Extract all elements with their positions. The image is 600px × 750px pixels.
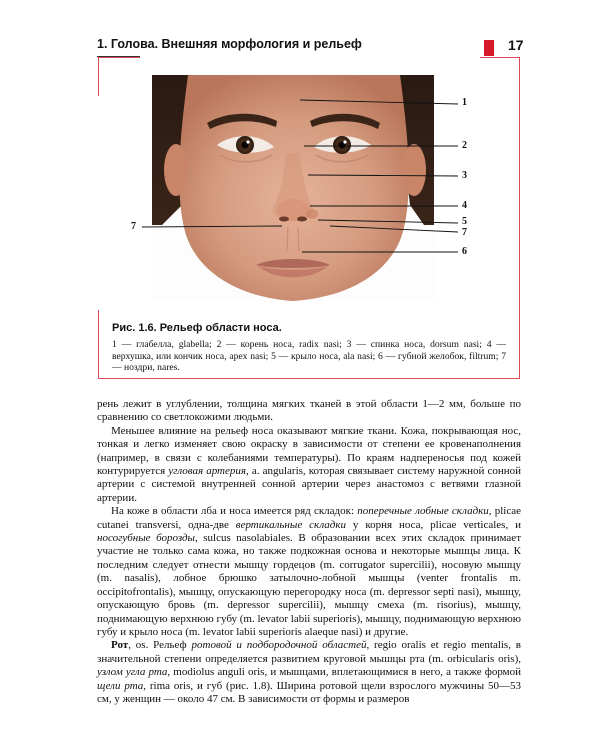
label-3: 3 <box>462 170 467 181</box>
label-7-left: 7 <box>131 221 136 232</box>
label-4: 4 <box>462 200 467 211</box>
label-1: 1 <box>462 97 467 108</box>
paragraph: На коже в области лба и носа имеется ряд складок: поперечные лобные складки, plicae cutanei transversi, одна-две вертикальные складки у корня носа, plicae verticales, и носогубные борозды, sulcus nasolabiales. В образовании всех этих складок принимает участие не только сама кожа, но также подкожная основа и некоторые мышцы лица. К последним следует отнести мышцу гордецов (m. corrugator supercilii), носовую мышцу (m. nasalis), лобное брюшко затылочно-лобной мышцы (venter frontalis m. occipitofrontalis), мышцу, опускающую перегородку носа (m. depressor septi nasi), мышцу, опускающую бровь (m. depressor supercilii), мышцу смеха (m. risorius), мышцу, поднимающую верхнюю губу (m. levator labii superioris), мышцу, поднимающую верхнюю губу и крыло носа (m. levator labii superioris alaeque nasi) и другие. <box>97 505 521 638</box>
label-7-right: 7 <box>462 227 467 238</box>
header-accent-mark <box>484 40 494 56</box>
body-text <box>97 398 521 706</box>
paragraph: рень лежит в углублении, толщина мягких тканей в этой области 1—2 мм, больше по сравнению со светлокожими людьми. <box>97 398 521 424</box>
page-number: 17 <box>508 37 524 53</box>
paragraph: Меньшее влияние на рельеф носа оказывают мягкие ткани. Кожа, покрывающая нос, тонкая и легко изменяет свою окраску в зависимости от степени ее кровенаполнения (например, в связи с колебаниями температуры). По краям надпереносья под кожей контурируется угловая артерия, a. angularis, которая связывает систему наружной сонной артерии с системой внутренней сонной артерии через анастомоз с ветвями глазной артерии. <box>97 424 521 504</box>
figure-caption-title: Рис. 1.6. Рельеф области носа. <box>112 322 282 334</box>
face-photo <box>152 75 434 301</box>
label-2: 2 <box>462 140 467 151</box>
figure-caption-body: 1 — глабелла, glabella; 2 — корень носа, radix nasi; 3 — спинка носа, dorsum nasi; 4 — верхушка, или кончик носа, apex nasi; 5 — крыло носа, ala nasi; 6 — губной желобок, filtrum; 7 — ноздри, nares. <box>112 339 506 374</box>
label-5: 5 <box>462 216 467 227</box>
label-6: 6 <box>462 246 467 257</box>
paragraph: Рот, os. Рельеф ротовой и подбородочной областей, regio oralis et regio mentalis, в значительной степени определяется развитием круговой мышцы рта (m. orbicularis oris), узлом угла рта, modiolus anguli oris, и мышцами, вплетающимися в него, а также формой щели рта, rima oris, и губ (рис. 1.8). Ширина ротовой щели взрослого мужчины 50—53 см, у женщин — около 47 см. В зависимости от формы и размеров <box>97 639 521 705</box>
running-header-title: 1. Голова. Внешняя морфология и рельеф <box>97 37 362 51</box>
